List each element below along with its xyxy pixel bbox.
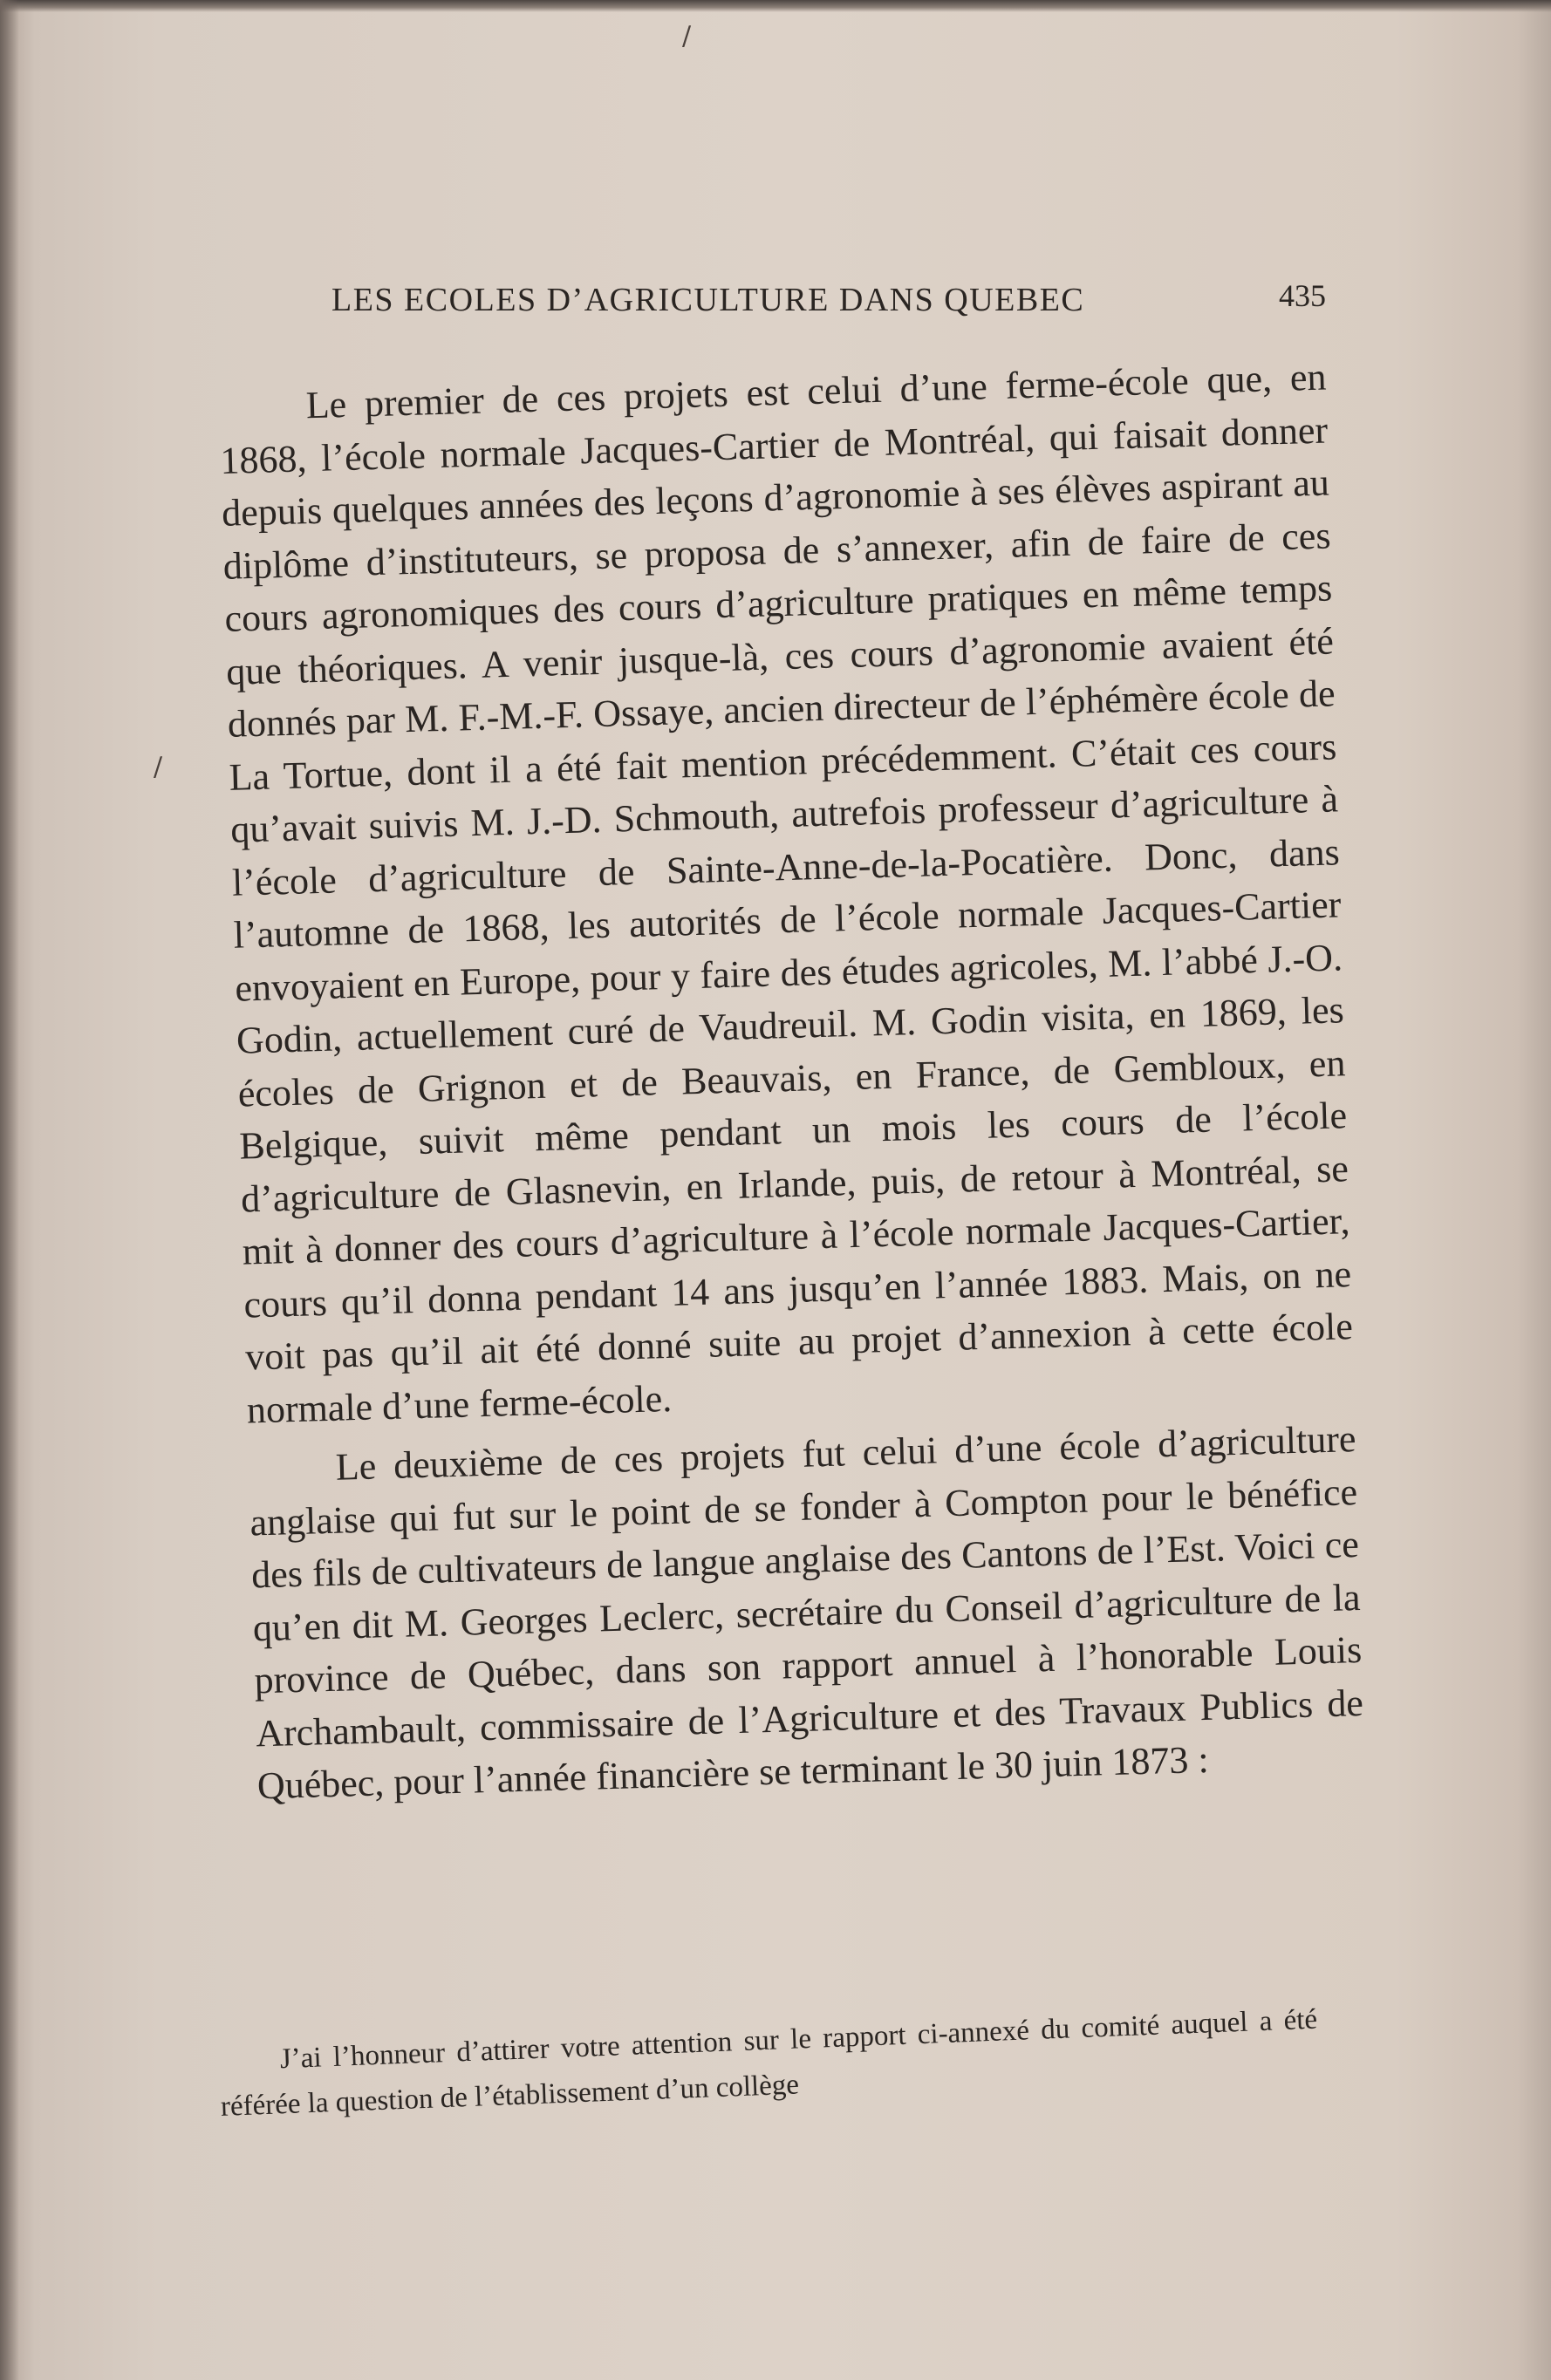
margin-pencil-mark: /	[154, 752, 163, 782]
page-top-shadow	[0, 0, 1551, 12]
running-head	[331, 277, 1326, 330]
paragraph-1: Le premier de ces projets est celui d’une ferme-école que, en 1868, l’école normale Jacques-Cartier de Montréal, qui faisait donner depuis quelques années des leçons d’agronomie à ses élèves aspirant au diplôme d’instituteurs, se proposa de s’annexer, afin de faire de ces cours agronomiques des cours d’agriculture pratiques en même temps que théoriques. A venir jusque-là, ces cours d’agronomie avaient été donnés par M. F.-M.-F. Ossaye, ancien directeur de l’éphémère école de La Tortue, dont il a été fait mention précédemment. C’était ces cours qu’avait suivis M. J.-D. Schmouth, autrefois professeur d’agriculture à l’école d’agriculture de Sainte-Anne-de-la-Pocatière. Donc, dans l’automne de 1868, les autorités de l’école normale Jacques-Cartier envoyaient en Europe, pour y faire des études agricoles, M. l’abbé J.-O. Godin, actuellement curé de Vaudreuil. M. Godin visita, en 1869, les écoles de Grignon et de Beauvais, en France, de Gembloux, en Belgique, suivit même pendant un mois les cours de l’école d’agriculture de Glasnevin, en Irlande, puis, de retour à Montréal, se mit à donner des cours d’agriculture à l’école normale Jacques-Cartier, cours qu’il donna pendant 14 ans jusqu’en l’année 1883. Mais, on ne voit pas qu’il ait été donné suite au projet d’annexion à cette école normale d’une ferme-école.	[219, 355, 1354, 1432]
quote-text: J’ai l’honneur d’attirer votre attention sur le rapport ci-annexé du comité auquel a été référée la question de l’établissement d’un collège	[220, 2003, 1318, 2123]
body-text	[218, 351, 1365, 1813]
book-spine-shadow	[0, 0, 19, 2380]
block-quote	[218, 1997, 1320, 2130]
paragraph-2: Le deuxième de ces projets fut celui d’une école d’agriculture anglaise qui fut sur le point de se fonder à Compton pour le bénéfice des fils de cultivateurs de langue anglaise des Cantons de l’Est. Voici ce qu’en dit M. Georges Leclerc, secrétaire du Conseil d’agriculture de la province de Québec, dans son rapport annuel à l’honorable Louis Archambault, commissaire de l’Agriculture et des Travaux Publics de Québec, pour l’année financière se terminant le 30 juin 1873 :	[249, 1417, 1364, 1808]
page-number: 435	[1279, 278, 1326, 313]
running-title: LES ECOLES D’AGRICULTURE DANS QUEBEC	[331, 282, 1085, 318]
top-pencil-mark: /	[682, 21, 692, 51]
